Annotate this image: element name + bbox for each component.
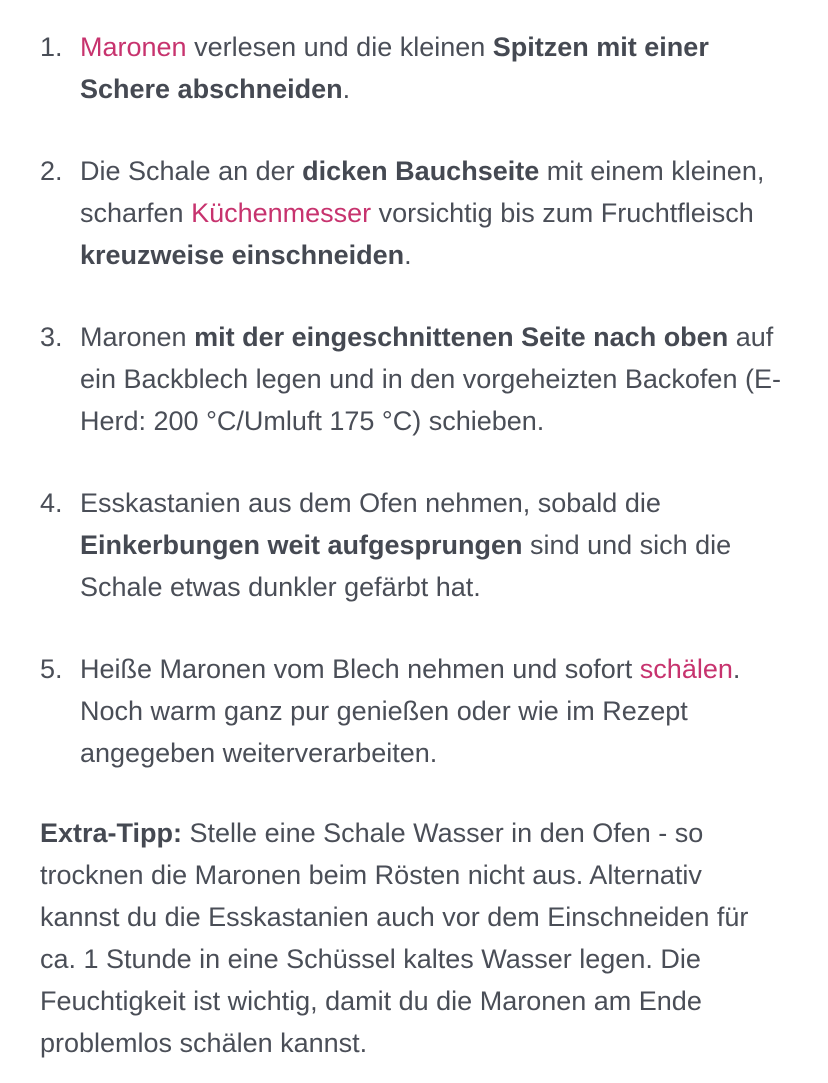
step-number: 3.: [40, 322, 63, 352]
step-5: [40, 648, 798, 774]
step-number: 2.: [40, 156, 63, 186]
step-2: [40, 150, 798, 276]
step-text: Die Schale an der dicken Bauchseite mit einem kleinen, scharfen Küchenmesser vorsichtig bis zum Fruchtfleisch kreuzweise einschneiden.: [80, 156, 765, 270]
step-number: 4.: [40, 488, 63, 518]
step-text: Heiße Maronen vom Blech nehmen und sofort schälen. Noch warm ganz pur genießen oder wie im Rezept angegeben weiterverarbeiten.: [80, 654, 741, 768]
bold-text: kreuzweise einschneiden: [80, 240, 405, 270]
step-1: [40, 26, 798, 110]
step-text: Esskastanien aus dem Ofen nehmen, sobald die Einkerbungen weit aufgesprungen sind und sich die Schale etwas dunkler gefärbt hat.: [80, 488, 732, 602]
step-4: [40, 482, 798, 608]
link-schaelen[interactable]: schälen: [639, 654, 733, 684]
step-number: 5.: [40, 654, 63, 684]
step-number: 1.: [40, 32, 63, 62]
steps-list: [40, 26, 798, 774]
bold-text: dicken Bauchseite: [302, 156, 540, 186]
bold-text: Einkerbungen weit aufgesprungen: [80, 530, 523, 560]
link-maronen[interactable]: Maronen: [80, 32, 187, 62]
bold-text: mit der eingeschnittenen Seite nach oben: [194, 322, 729, 352]
bold-text: Spitzen mit einer Schere abschneiden: [80, 32, 709, 104]
step-3: [40, 316, 798, 442]
step-text: Maronen verlesen und die kleinen Spitzen mit einer Schere abschneiden.: [80, 32, 709, 104]
extra-tip-label: Extra-Tipp:: [40, 818, 183, 848]
extra-tip-text: Stelle eine Schale Wasser in den Ofen - so trocknen die Maronen beim Rösten nicht aus. Alternativ kannst du die Esskastanien auch vor dem Einschneiden für ca. 1 Stunde in eine Schüssel kaltes Wasser legen. Die Feuchtigkeit ist wichtig, damit du die Maronen am Ende problemlos schälen kannst.: [40, 818, 749, 1058]
extra-tip: [40, 812, 798, 1064]
link-kuechenmesser[interactable]: Küchenmesser: [191, 198, 372, 228]
step-text: Maronen mit der eingeschnittenen Seite nach oben auf ein Backblech legen und in den vorgeheizten Backofen (E-Herd: 200 °C/Umluft 175 °C) schieben.: [80, 322, 781, 436]
